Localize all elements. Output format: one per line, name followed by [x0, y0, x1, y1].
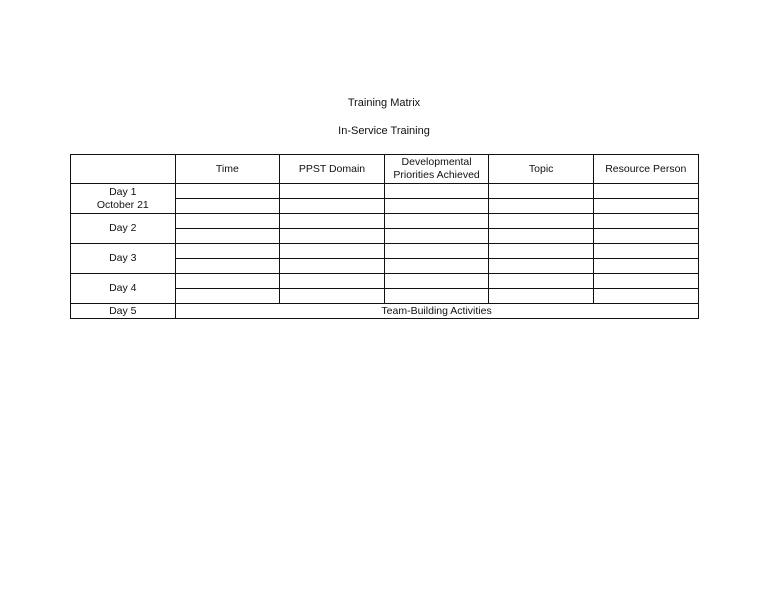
day-date: October 21 [96, 198, 149, 211]
day-label-cell [71, 214, 176, 244]
day-label: Day 5 [71, 304, 176, 319]
resource-person-cell [593, 184, 698, 199]
day-label-cell [71, 244, 176, 274]
ppst-domain-cell [280, 199, 385, 214]
priorities-cell [384, 184, 489, 199]
day-label: Day 3 [109, 252, 137, 264]
time-cell [175, 289, 280, 304]
day-label-cell [71, 184, 176, 214]
table-row [71, 244, 699, 259]
resource-person-cell [593, 274, 698, 289]
priorities-cell [384, 289, 489, 304]
priorities-cell [384, 259, 489, 274]
topic-cell [489, 229, 594, 244]
topic-cell [489, 259, 594, 274]
document-subtitle: In-Service Training [338, 125, 430, 137]
header-cell-topic: Topic [489, 155, 594, 184]
table-row [71, 214, 699, 229]
team-building-activities-cell: Team-Building Activities [175, 304, 698, 319]
resource-person-cell [593, 214, 698, 229]
header-cell-day [71, 155, 176, 184]
ppst-domain-cell [280, 229, 385, 244]
time-cell [175, 214, 280, 229]
header-cell-time: Time [175, 155, 280, 184]
day-label: Day 1 [109, 185, 137, 198]
table-row [71, 184, 699, 199]
resource-person-cell [593, 259, 698, 274]
day-label-cell [71, 274, 176, 304]
topic-cell [489, 289, 594, 304]
resource-person-cell [593, 244, 698, 259]
time-cell [175, 199, 280, 214]
header-cell-developmental-priorities: Developmental Priorities Achieved [384, 155, 489, 184]
priorities-cell [384, 229, 489, 244]
resource-person-cell [593, 199, 698, 214]
topic-cell [489, 184, 594, 199]
topic-cell [489, 214, 594, 229]
day-label: Day 4 [109, 282, 137, 294]
ppst-domain-cell [280, 184, 385, 199]
header-cell-resource-person: Resource Person [593, 155, 698, 184]
time-cell [175, 244, 280, 259]
topic-cell [489, 199, 594, 214]
document-title: Training Matrix [347, 97, 421, 109]
time-cell [175, 259, 280, 274]
table-row [71, 274, 699, 289]
priorities-cell [384, 244, 489, 259]
ppst-domain-cell [280, 274, 385, 289]
priorities-cell [384, 214, 489, 229]
time-cell [175, 229, 280, 244]
ppst-domain-cell [280, 259, 385, 274]
ppst-domain-cell [280, 244, 385, 259]
topic-cell [489, 244, 594, 259]
priorities-cell [384, 199, 489, 214]
day-label: Day 2 [109, 222, 137, 234]
table-header-row [71, 155, 699, 184]
priorities-cell [384, 274, 489, 289]
resource-person-cell [593, 289, 698, 304]
header-cell-ppst-domain: PPST Domain [280, 155, 385, 184]
topic-cell [489, 274, 594, 289]
table-row-day-5 [71, 304, 699, 319]
ppst-domain-cell [280, 214, 385, 229]
resource-person-cell [593, 229, 698, 244]
training-matrix-table [70, 154, 699, 319]
time-cell [175, 184, 280, 199]
ppst-domain-cell [280, 289, 385, 304]
time-cell [175, 274, 280, 289]
